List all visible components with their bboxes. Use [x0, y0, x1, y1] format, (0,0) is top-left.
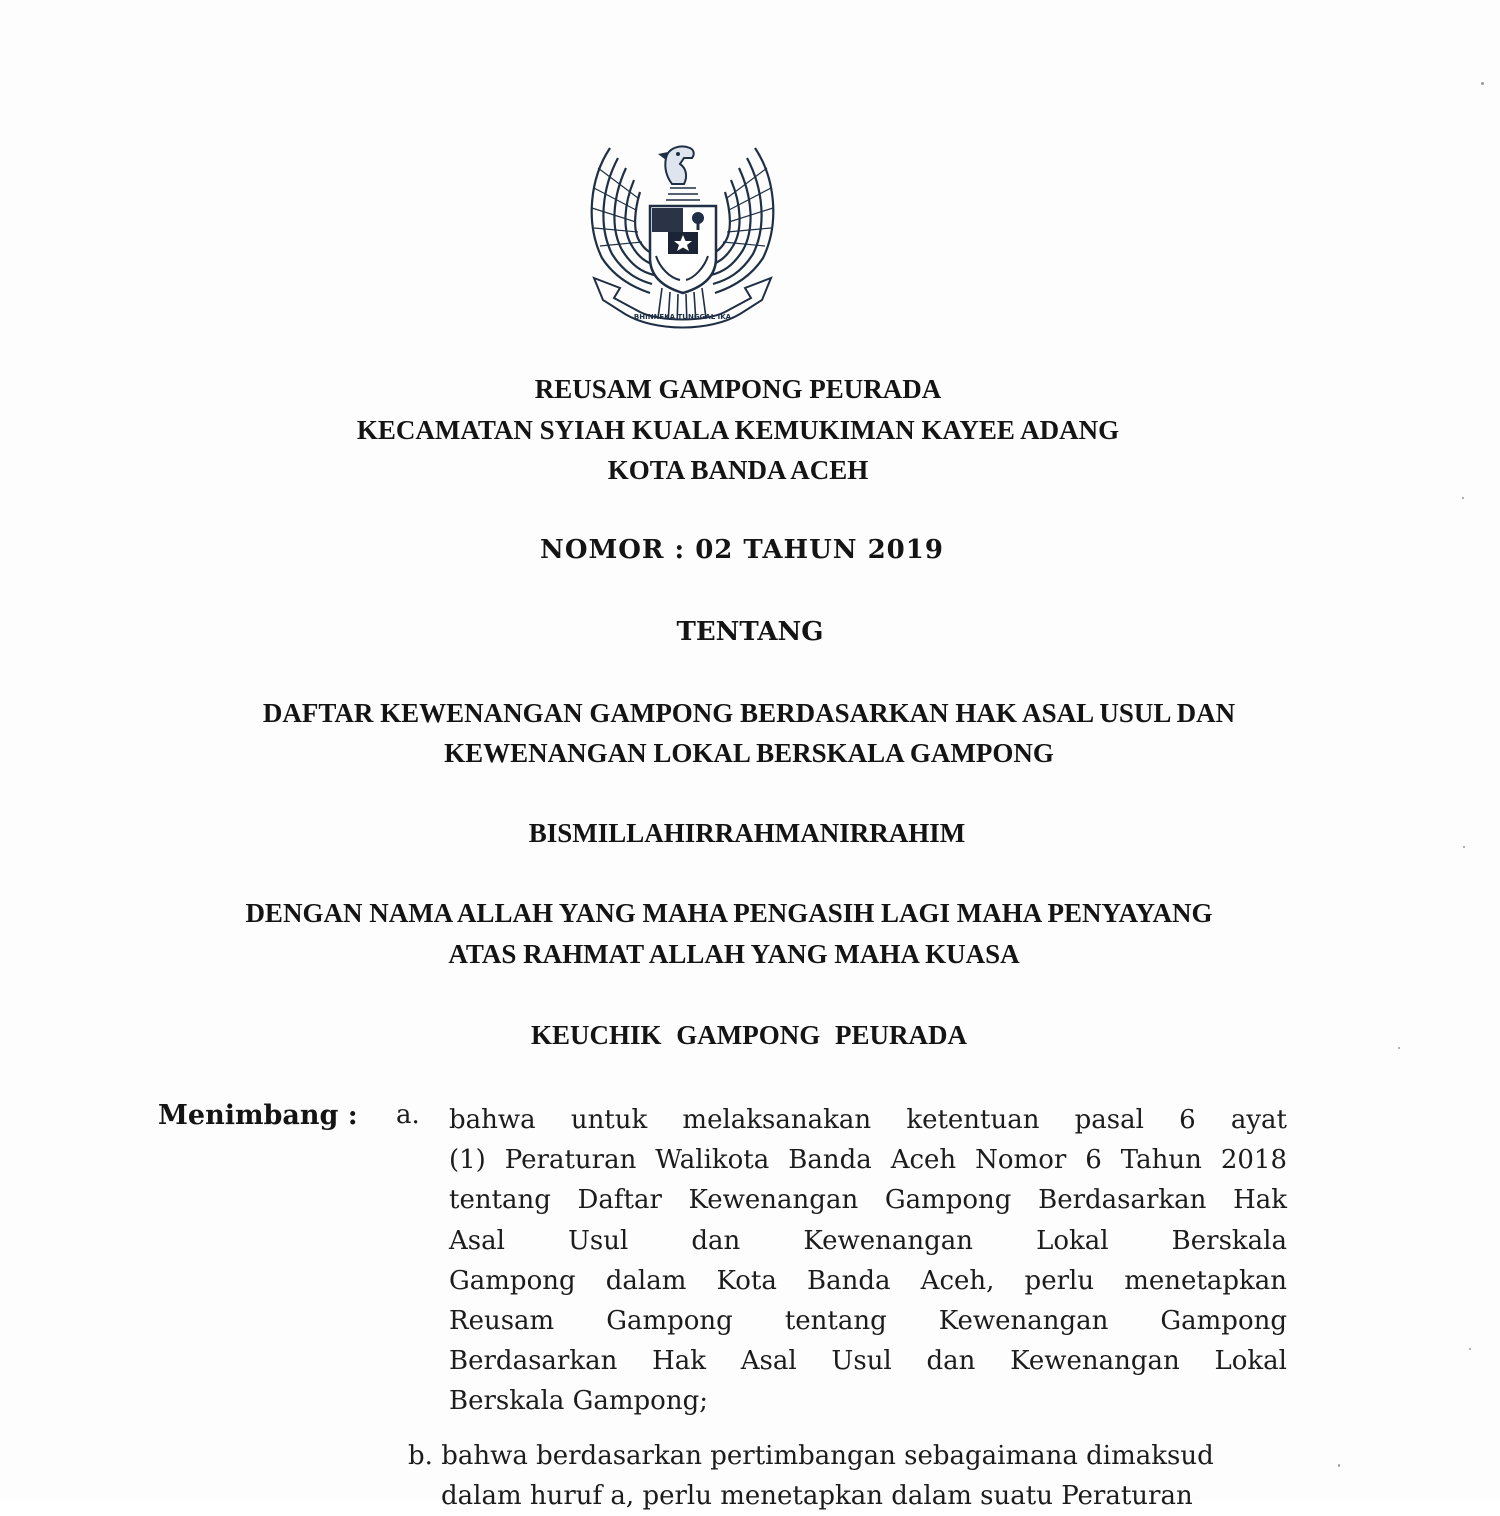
item-letter-a: a. — [396, 1100, 420, 1130]
document-about-label: TENTANG — [676, 617, 824, 647]
text-line: Gampong dalam Kota Banda Aceh, perlu menetapkan — [449, 1265, 1287, 1296]
bismillah: BISMILLAHIRRAHMANIRRAHIM — [528, 818, 966, 848]
invocation-line-2: ATAS RAHMAT ALLAH YANG MAHA KUASA — [448, 939, 1020, 969]
considering-item-b — [408, 1436, 1298, 1516]
text-line: Reusam Gampong tentang Kewenangan Gampong — [449, 1305, 1287, 1336]
scan-speck — [1398, 1047, 1400, 1049]
invocation-line-1: DENGAN NAMA ALLAH YANG MAHA PENGASIH LAGI MAHA PENYAYANG — [245, 898, 1213, 928]
document-subject-line-2: KEWENANGAN LOKAL BERSKALA GAMPONG — [444, 738, 1054, 768]
scan-speck — [1481, 82, 1484, 85]
scan-speck — [1463, 846, 1465, 848]
document-subdistrict: KECAMATAN SYIAH KUALA KEMUKIMAN KAYEE ADANG — [356, 415, 1120, 445]
text-line: dalam huruf a, perlu menetapkan dalam suatu Peraturan — [441, 1481, 1193, 1511]
document-title: REUSAM GAMPONG PEURADA — [534, 374, 942, 404]
text-line: (1) Peraturan Walikota Banda Aceh Nomor 6 Tahun 2018 — [449, 1145, 1287, 1176]
considering-item-a — [449, 1100, 1287, 1422]
text-line: Asal Usul dan Kewenangan Lokal Berskala — [449, 1225, 1287, 1256]
scan-speck — [1469, 1348, 1471, 1350]
garuda-pancasila-emblem-icon — [580, 128, 785, 343]
official-title: KEUCHIK GAMPONG PEURADA — [531, 1020, 967, 1050]
text-line-content: bahwa berdasarkan pertimbangan sebagaimana dimaksud — [441, 1441, 1214, 1471]
document-number: NOMOR : 02 TAHUN 2019 — [540, 535, 944, 565]
text-line: Berskala Gampong; — [449, 1386, 708, 1417]
document-subject-line-1: DAFTAR KEWENANGAN GAMPONG BERDASARKAN HAK ASAL USUL DAN — [262, 698, 1236, 728]
text-line: bahwa untuk melaksanakan ketentuan pasal 6 ayat — [449, 1105, 1287, 1135]
text-line — [408, 1436, 1298, 1476]
document-city: KOTA BANDA ACEH — [607, 455, 869, 485]
scan-speck — [1338, 1464, 1340, 1467]
item-letter-b: b. — [408, 1441, 433, 1471]
text-line: tentang Daftar Kewenangan Gampong Berdasarkan Hak — [449, 1185, 1287, 1216]
considering-label: Menimbang : — [158, 1100, 358, 1131]
svg-text:BHINNEKA TUNGGAL IKA: BHINNEKA TUNGGAL IKA — [633, 313, 732, 321]
scan-speck — [1462, 497, 1464, 499]
text-line: Berdasarkan Hak Asal Usul dan Kewenangan Lokal — [449, 1346, 1287, 1377]
